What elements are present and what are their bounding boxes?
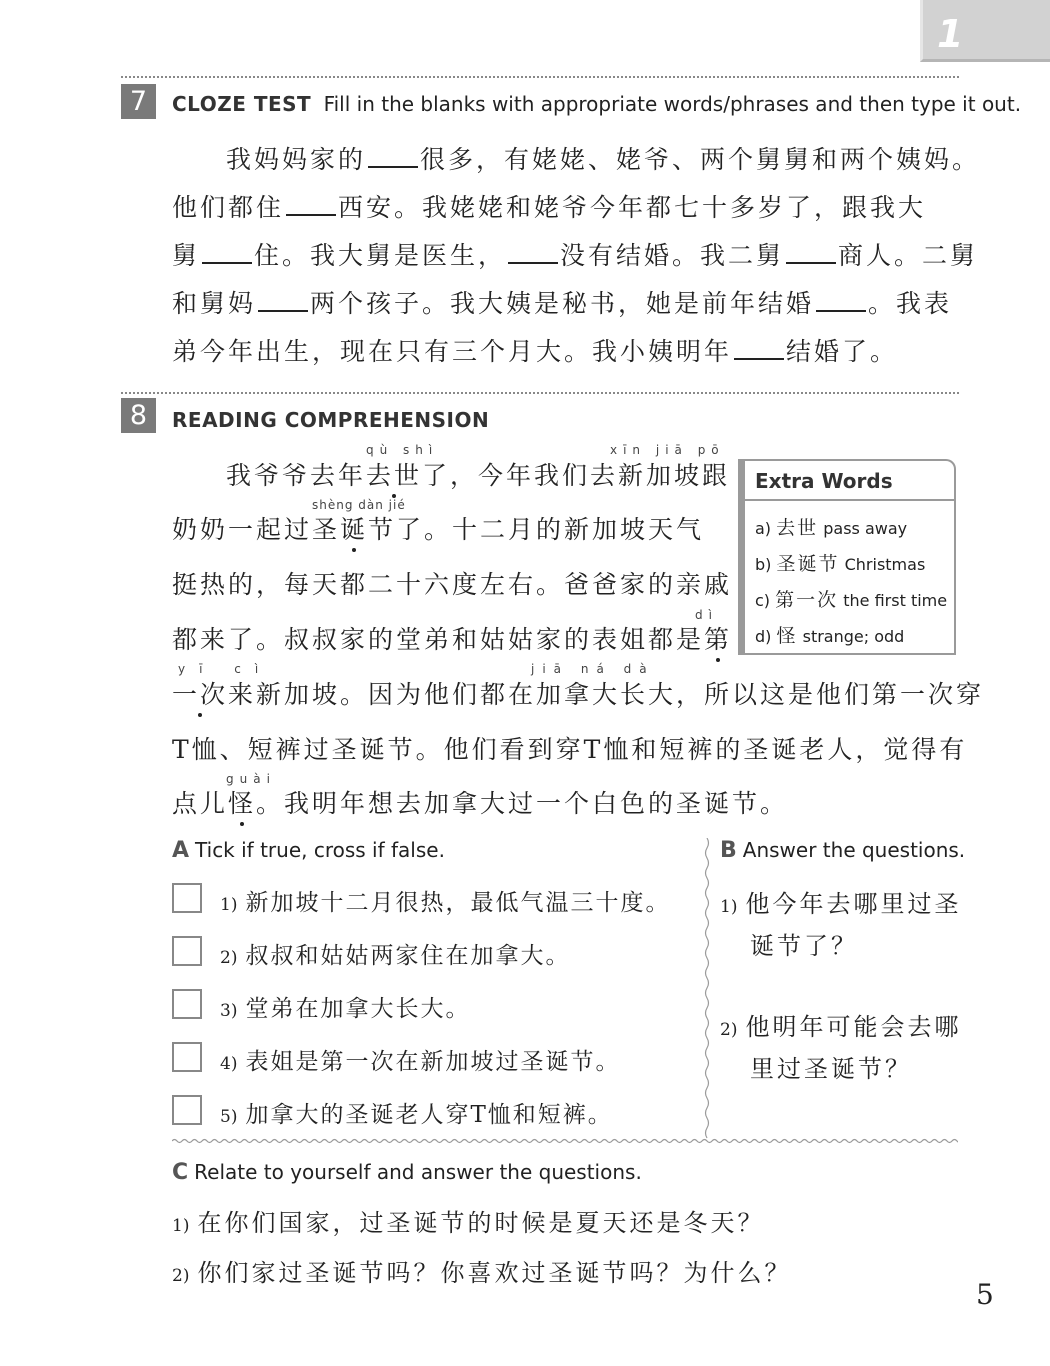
passage-line-3: 挺热的，每天都二十六度左右。爸爸家的亲戚 (172, 570, 733, 599)
section-7-title (172, 92, 1021, 116)
part-c-heading: C Relate to yourself and answer the questions. (172, 1160, 642, 1185)
statement-3: 3) 堂弟在加拿大长大。 (220, 996, 471, 1022)
tick-box-5[interactable] (172, 1095, 202, 1125)
pinyin-di: dì (695, 608, 718, 622)
tick-box-4[interactable] (172, 1042, 202, 1072)
section-7-instruction: Fill in the blanks with appropriate words/phrases and then type it out. (323, 92, 1022, 116)
tick-box-3[interactable] (172, 989, 202, 1019)
pinyin-xinjiapo: xīn jiā pō (610, 443, 725, 457)
extra-word-item: d) 怪 strange; odd (755, 625, 905, 647)
cloze-line-1: 我妈妈家的 很多，有姥姥、姥爷、两个舅舅和两个姨妈。 (226, 145, 981, 174)
tick-box-2[interactable] (172, 936, 202, 966)
horizontal-divider (172, 1136, 958, 1146)
part-a-heading: A Tick if true, cross if false. (172, 838, 445, 863)
cloze-blank[interactable] (258, 292, 308, 312)
extra-word-item: b) 圣诞节 Christmas (755, 553, 926, 575)
cloze-line-5: 弟今年出生，现在只有三个月大。我小姨明年 结婚了。 (172, 337, 899, 366)
cloze-blank[interactable] (786, 244, 836, 264)
question-c1: 1) 在你们国家，过圣诞节的时候是夏天还是冬天？ (172, 1209, 765, 1237)
question-c2: 2) 你们家过圣诞节吗？你喜欢过圣诞节吗？为什么？ (172, 1259, 792, 1287)
cloze-blank[interactable] (734, 340, 784, 360)
pinyin-yici: yī cì (178, 662, 273, 676)
cloze-line-3: 舅 住。我大舅是医生， 没有结婚。我二舅 商人。二舅 (172, 241, 979, 270)
section-divider (121, 392, 959, 394)
passage-line-5: 一次来新加坡。因为他们都在加拿大长大，所以这是他们第一次穿 (172, 680, 985, 709)
extra-words-box (738, 459, 956, 655)
statement-5: 5) 加拿大的圣诞老人穿T恤和短裤。 (220, 1102, 613, 1128)
passage-line-7: 点儿怪。我明年想去加拿大过一个白色的圣诞节。 (172, 789, 789, 818)
statement-1: 1) 新加坡十二月很热，最低气温三十度。 (220, 890, 671, 916)
question-b2-line1: 2) 他明年可能会去哪 (720, 1013, 962, 1041)
extra-word-item: c) 第一次 the first time (755, 589, 948, 611)
section-8-title: READING COMPREHENSION (172, 408, 490, 432)
cloze-blank[interactable] (816, 292, 866, 312)
passage-line-4: 都来了。叔叔家的堂弟和姑姑家的表姐都是第 (172, 625, 733, 654)
question-b1-line1: 1) 他今年去哪里过圣 (720, 890, 962, 918)
tick-box-1[interactable] (172, 883, 202, 913)
cloze-line-2: 他们都住 西安。我姥姥和姥爷今年都七十多岁了，跟我大 (172, 193, 927, 222)
passage-line-6: T恤、短裤过圣诞节。他们看到穿T恤和短裤的圣诞老人，觉得有 (172, 735, 968, 764)
extra-word-item: a) 去世 pass away (755, 517, 908, 539)
passage-line-2: 奶奶一起过圣诞节了。十二月的新加坡天气 (172, 515, 705, 544)
section-divider (121, 76, 959, 78)
cloze-blank[interactable] (286, 196, 336, 216)
page-number: 5 (976, 1278, 994, 1311)
pinyin-guai: guài (226, 772, 276, 786)
passage-line-1: 我爷爷去年去世了，今年我们去新加坡跟 (226, 461, 731, 490)
vertical-divider (704, 838, 710, 1140)
pinyin-qushi: qù shì (366, 443, 439, 457)
question-b2-line2: 里过圣诞节？ (750, 1055, 912, 1083)
section-7-number: 7 (121, 84, 156, 119)
pinyin-jianada: jiā ná dà (531, 662, 655, 676)
section-7-heading: CLOZE TEST (172, 92, 312, 116)
statement-2: 2) 叔叔和姑姑两家住在加拿大。 (220, 943, 571, 969)
chapter-number: 1 (937, 12, 964, 56)
cloze-line-4: 和舅妈 两个孩子。我大姨是秘书，她是前年结婚 。我表 (172, 289, 953, 318)
part-b-heading: B Answer the questions. (720, 838, 966, 863)
question-b1-line2: 诞节了？ (750, 932, 858, 960)
extra-words-title: Extra Words (755, 469, 893, 493)
section-8-number: 8 (121, 398, 156, 433)
statement-4: 4) 表姐是第一次在新加坡过圣诞节。 (220, 1049, 621, 1075)
cloze-blank[interactable] (368, 148, 418, 168)
chapter-tab (920, 0, 1050, 62)
cloze-blank[interactable] (508, 244, 558, 264)
cloze-blank[interactable] (202, 244, 252, 264)
pinyin-shengdanjie: shèng dàn jié (312, 498, 406, 512)
